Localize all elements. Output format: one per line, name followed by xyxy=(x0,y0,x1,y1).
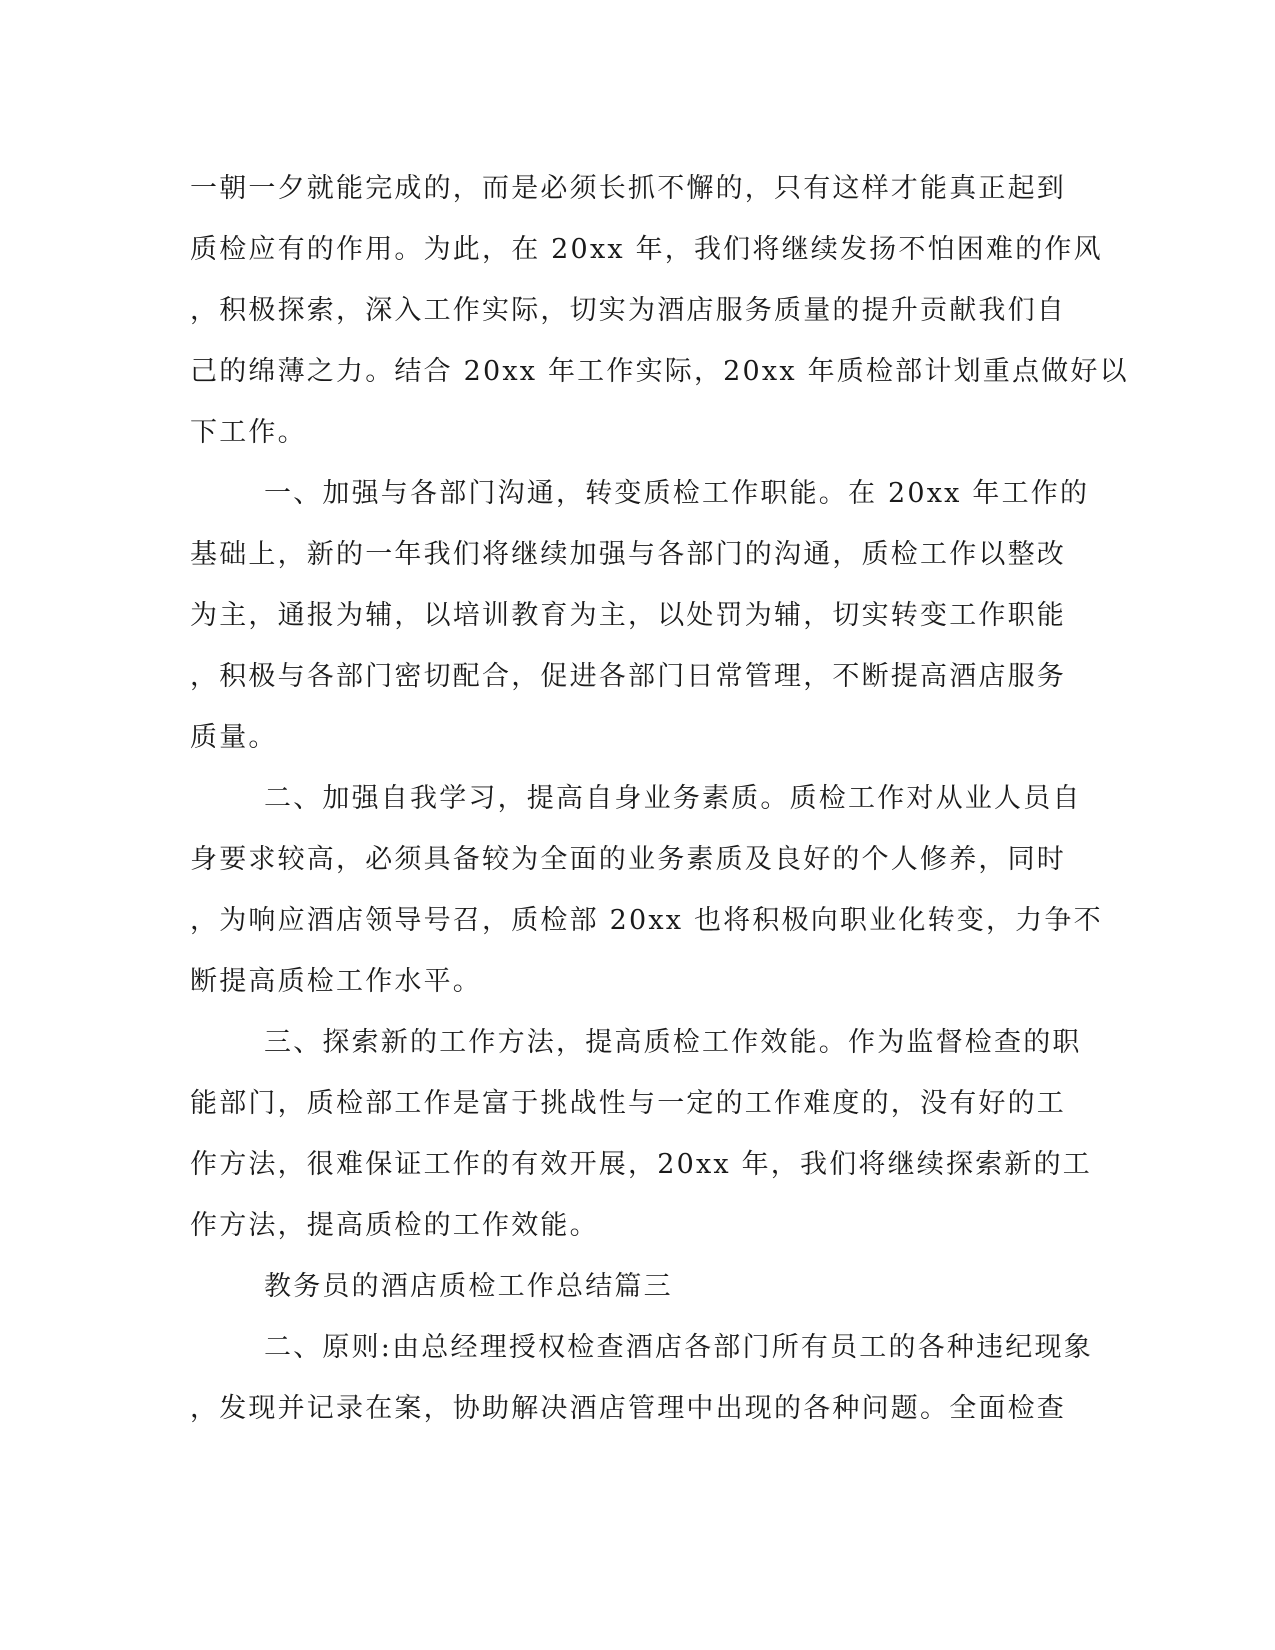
text-line-3: ，积极探索，深入工作实际，切实为酒店服务质量的提升贡献我们自 xyxy=(190,295,1066,326)
text-line-20: 二、原则:由总经理授权检查酒店各部门所有员工的各种违纪现象 xyxy=(264,1332,1093,1363)
text-line-9: ，积极与各部门密切配合，促进各部门日常管理，不断提高酒店服务 xyxy=(190,661,1066,692)
text-line-2: 质检应有的作用。为此，在 20xx 年，我们将继续发扬不怕困难的作风 xyxy=(190,234,1103,265)
section-heading: 教务员的酒店质检工作总结篇三 xyxy=(264,1271,673,1302)
text-line-5: 下工作。 xyxy=(190,417,307,448)
text-line-15: 三、探索新的工作方法，提高质检工作效能。作为监督检查的职 xyxy=(264,1027,1082,1058)
text-line-11: 二、加强自我学习，提高自身业务素质。质检工作对从业人员自 xyxy=(264,783,1082,814)
document-body xyxy=(190,158,1129,1439)
text-line-6: 一、加强与各部门沟通，转变质检工作职能。在 20xx 年工作的 xyxy=(264,478,1090,509)
text-line-1: 一朝一夕就能完成的，而是必须长抓不懈的，只有这样才能真正起到 xyxy=(190,173,1066,204)
text-line-10: 质量。 xyxy=(190,722,278,753)
text-line-17: 作方法，很难保证工作的有效开展，20xx 年，我们将继续探索新的工 xyxy=(190,1149,1092,1180)
text-line-13: ，为响应酒店领导号召，质检部 20xx 也将积极向职业化转变，力争不 xyxy=(190,905,1103,936)
text-line-4: 己的绵薄之力。结合 20xx 年工作实际，20xx 年质检部计划重点做好以 xyxy=(190,356,1129,387)
text-line-14: 断提高质检工作水平。 xyxy=(190,966,482,997)
text-line-16: 能部门，质检部工作是富于挑战性与一定的工作难度的，没有好的工 xyxy=(190,1088,1066,1119)
text-line-7: 基础上，新的一年我们将继续加强与各部门的沟通，质检工作以整改 xyxy=(190,539,1066,570)
text-line-8: 为主，通报为辅，以培训教育为主，以处罚为辅，切实转变工作职能 xyxy=(190,600,1066,631)
text-line-18: 作方法，提高质检的工作效能。 xyxy=(190,1210,599,1241)
text-line-12: 身要求较高，必须具备较为全面的业务素质及良好的个人修养，同时 xyxy=(190,844,1066,875)
text-line-21: ，发现并记录在案，协助解决酒店管理中出现的各种问题。全面检查 xyxy=(190,1393,1066,1424)
